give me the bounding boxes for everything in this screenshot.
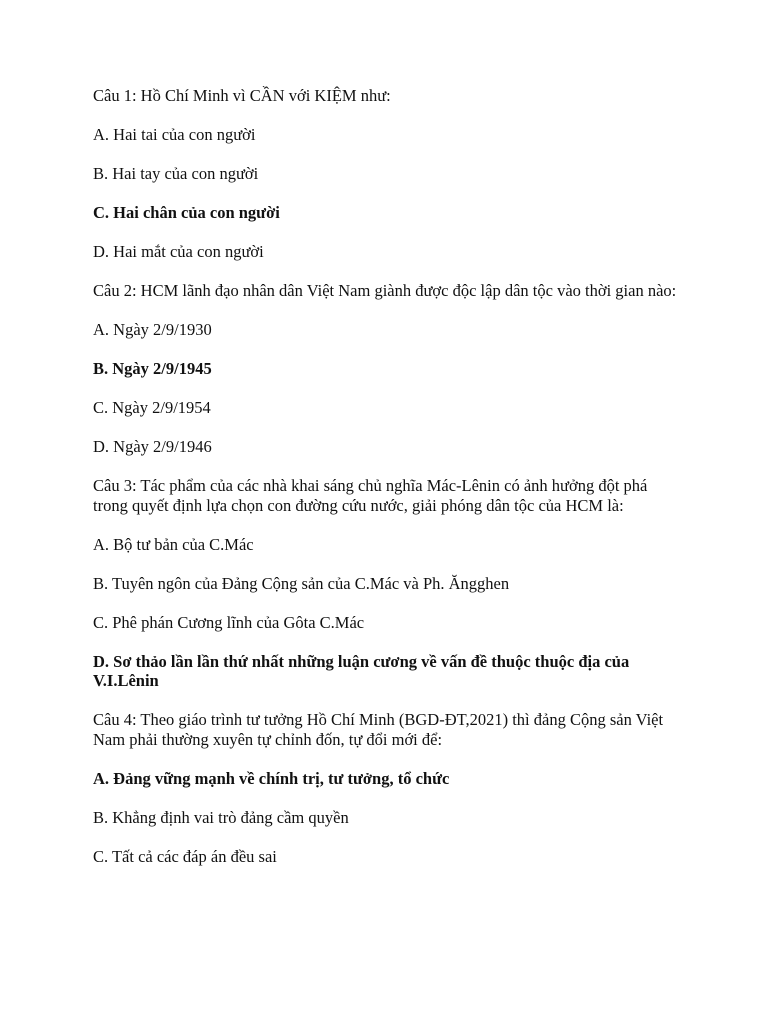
question-block [93,86,678,262]
answer-option: D. Ngày 2/9/1946 [93,437,212,456]
correct-answer-option: D. Sơ thảo lần lần thứ nhất những luận cương về vấn đề thuộc thuộc địa của V.I.Lênin [93,651,630,690]
answer-option: C. Phê phán Cương lĩnh của Gôta C.Mác [93,612,365,632]
document-page [93,86,678,886]
question-block [93,281,678,457]
correct-answer-option: C. Hai chân của con người [93,203,280,222]
correct-answer-option: A. Đảng vững mạnh về chính trị, tư tưởng, tổ chức [93,768,450,788]
question-text: Câu 3: Tác phẩm của các nhà khai sáng chủ nghĩa Mác-Lênin có ảnh hưởng đột phá trong quyết định lựa chọn con đường cứu nước, giải phóng dân tộc của HCM là: [93,476,648,515]
question-text: Câu 4: Theo giáo trình tư tưởng Hồ Chí Minh (BGD-ĐT,2021) thì đảng Cộng sản Việt Nam phải thường xuyên tự chỉnh đốn, tự đổi mới để: [93,710,664,749]
question-block [93,710,678,866]
answer-option: A. Bộ tư bản của C.Mác [93,534,254,554]
correct-answer-option: B. Ngày 2/9/1945 [93,359,212,378]
answer-option: A. Hai tai của con người [93,125,256,144]
answer-option: A. Ngày 2/9/1930 [93,320,212,339]
answer-option: B. Tuyên ngôn của Đảng Cộng sản của C.Mác và Ph. Ăngghen [93,573,510,593]
question-block [93,476,678,691]
answer-option: B. Hai tay của con người [93,164,259,183]
answer-option: B. Khẳng định vai trò đảng cầm quyền [93,807,349,827]
answer-option: C. Ngày 2/9/1954 [93,398,211,417]
question-text: Câu 2: HCM lãnh đạo nhân dân Việt Nam giành được độc lập dân tộc vào thời gian nào: [93,281,677,300]
question-text: Câu 1: Hồ Chí Minh vì CẦN với KIỆM như: [93,86,391,105]
answer-option: D. Hai mắt của con người [93,242,264,261]
answer-option: C. Tất cả các đáp án đều sai [93,846,277,866]
